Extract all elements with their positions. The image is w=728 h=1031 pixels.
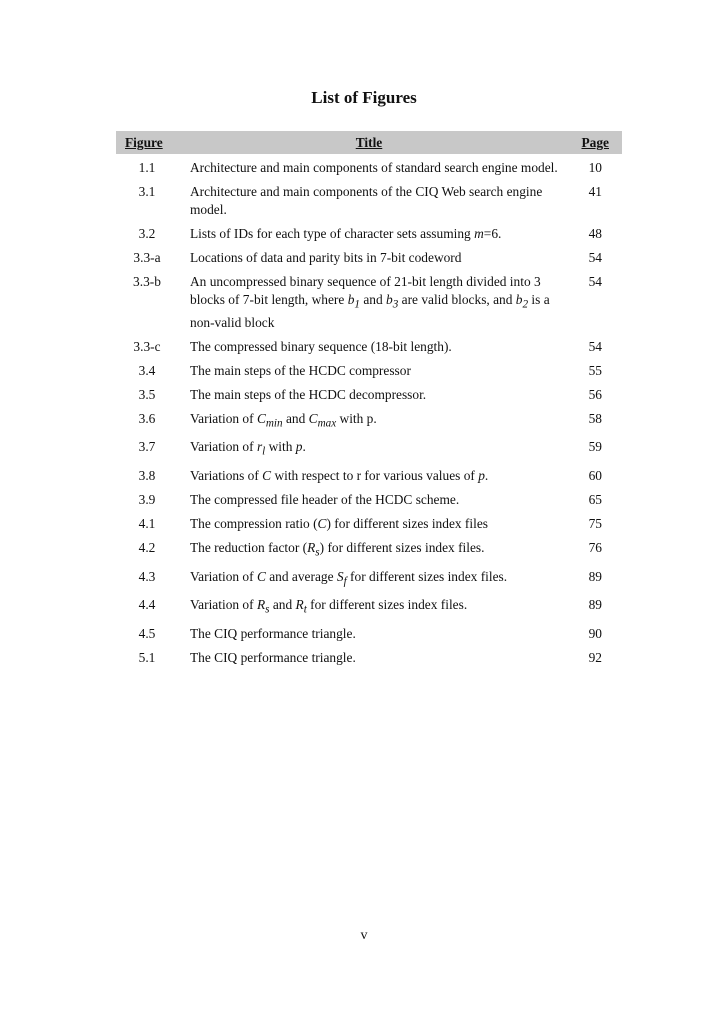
figure-page: 58: [588, 410, 602, 426]
figure-number: 5.1: [138, 650, 156, 666]
figure-title: Architecture and main components of the CIQ Web search engine model.: [190, 184, 543, 217]
table-row: [116, 159, 622, 177]
table-row: [116, 491, 622, 509]
figure-page: 56: [588, 386, 602, 402]
figure-title: Lists of IDs for each type of character sets assuming m=6.: [190, 226, 502, 241]
figure-page: 10: [588, 160, 602, 175]
figure-number: 4.1: [138, 516, 156, 532]
figure-title: An uncompressed binary sequence of 21-bit length divided into 3 blocks of 7-bit length, where $b_1$ and $b_3$ are valid blocks, and $b_2$ is a non-valid block: [190, 274, 550, 330]
figure-title: The CIQ performance triangle.: [190, 626, 356, 642]
table-row: [116, 438, 622, 461]
figure-page: 59: [588, 439, 602, 455]
figure-title: The reduction factor $(R_s)$ for different sizes index files.: [190, 540, 485, 559]
figure-page: 48: [588, 226, 602, 241]
figure-number: 4.3: [138, 568, 156, 584]
figure-title: Variation of $C_{min}$ and $C_{max}$ with p.: [190, 410, 377, 430]
table-row: [116, 225, 622, 243]
figure-title: Variations of C with respect to r for various values of p.: [190, 468, 489, 484]
figure-title: Architecture and main components of standard search engine model.: [190, 160, 558, 175]
figure-page: 89: [588, 568, 602, 584]
table-row: [116, 568, 622, 591]
figure-title: Variation of $R_s$ and $R_t$ for different sizes index files.: [190, 597, 468, 617]
figure-page: 76: [588, 540, 602, 556]
figure-title: Variation of C and average $S_f$ for different sizes index files.: [190, 568, 508, 588]
page-title: List of Figures: [311, 88, 417, 107]
figure-page: 75: [588, 516, 602, 532]
figure-number: 4.2: [138, 540, 156, 556]
table-row: [116, 338, 622, 356]
figure-page: 54: [588, 338, 602, 354]
figure-title: The main steps of the HCDC decompressor.: [190, 386, 427, 402]
figure-number: 3.3-a: [133, 250, 161, 265]
figure-number: 3.8: [138, 468, 156, 484]
column-header-title: Title: [355, 135, 383, 150]
figure-title: The compression ratio (C) for different sizes index files: [190, 516, 488, 532]
figure-page: 60: [588, 468, 602, 484]
figure-number: 3.5: [138, 386, 156, 402]
table-row: [116, 249, 622, 267]
table-row: [116, 625, 622, 643]
table-row: [116, 596, 622, 619]
figure-number: 3.7: [138, 439, 156, 455]
table-row: [116, 515, 622, 533]
figure-number: 4.5: [138, 626, 156, 642]
column-header-page: Page: [581, 135, 609, 150]
table-row: [116, 649, 622, 667]
column-header-figure: Figure: [125, 135, 163, 150]
figure-number: 3.9: [138, 492, 156, 508]
figure-number: 3.6: [138, 410, 156, 426]
table-row: [116, 386, 622, 404]
figure-title: The main steps of the HCDC compressor: [190, 362, 411, 378]
figure-page: 54: [588, 250, 602, 265]
figure-page: 90: [588, 626, 602, 642]
table-row: [116, 467, 622, 485]
page-number: v: [360, 928, 368, 943]
figure-page: 92: [588, 650, 602, 666]
figure-number: 3.3-b: [133, 274, 161, 289]
figure-number: 3.1: [138, 184, 156, 199]
figure-number: 3.2: [138, 226, 156, 241]
table-row: [116, 362, 622, 380]
figure-title: The CIQ performance triangle.: [190, 650, 356, 666]
table-row: [116, 410, 622, 433]
figure-title: Variation of $r_l$ with p.: [190, 439, 306, 459]
figure-title: Locations of data and parity bits in 7-bit codeword: [190, 250, 462, 265]
table-row: [116, 183, 622, 219]
figure-page: 89: [588, 597, 602, 613]
table-row: [116, 273, 622, 332]
figures-table: [116, 131, 622, 667]
figure-number: 4.4: [138, 597, 156, 613]
figure-page: 41: [588, 184, 602, 199]
table-row: [116, 539, 622, 562]
figure-number: 3.3-c: [133, 338, 161, 354]
figure-number: 1.1: [138, 160, 156, 175]
figure-title: The compressed file header of the HCDC scheme.: [190, 492, 460, 508]
figure-page: 65: [588, 492, 602, 508]
figure-page: 55: [588, 362, 602, 378]
figure-number: 3.4: [138, 362, 156, 378]
table-header: [116, 131, 622, 154]
figure-title: The compressed binary sequence (18-bit length).: [190, 338, 452, 354]
figure-page: 54: [588, 274, 602, 289]
